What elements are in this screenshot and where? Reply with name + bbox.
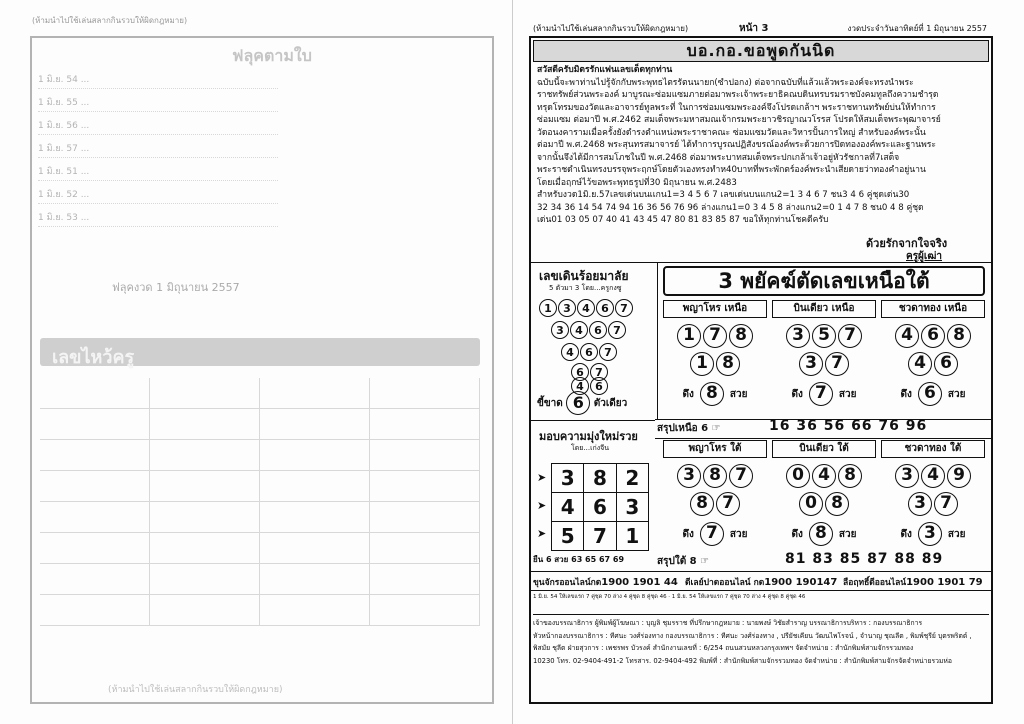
digit: 8 (690, 492, 714, 516)
intro-line: ฉบับนี้จะพาท่านไปรู้จักกับพระพุทธไตรรัตนนายก(ซำปอกง) ต่อจากฉบับที่แล้วแล้วพระองค์จะทรงนำพระ (537, 77, 914, 88)
grid-cell: 7 (584, 522, 616, 550)
new-hope-title: มอบความมุ่งใหม่รวย (539, 430, 638, 443)
digit: 1 (539, 299, 557, 317)
page-fold (512, 0, 513, 724)
hotline-label: ขุนจักรออนไลน์กด (533, 578, 602, 588)
imprint-line: เจ้าของบรรณาธิการ ผู้พิมพ์ผู้โฆษณา : บุญลิ ชุมรราช ที่ปรึกษากฎหมาย : นายพงษ์ วิชัยสำราญ บรรณาธิการบริหาร : กองบรรณาธิการ (533, 619, 923, 627)
digit-row (663, 324, 767, 352)
south-summary-values: 81 83 85 87 88 89 (785, 551, 944, 567)
digit: 7 (590, 363, 608, 381)
digit: 8 (825, 492, 849, 516)
hotline-note: 1 มิ.ย. 54 ให้เลขแรก 7 คู่ชุด 70 ล่าง 4 คู่ชุด 8 คู่ชุด 46 · 1 มิ.ย. 54 ให้เลขแรก 7 คู่ชุด 70 ล่าง 4 คู่ชุด 8 คู่ชุด 46 (533, 594, 806, 600)
digit: 9 (947, 464, 971, 488)
grid-cell: 3 (552, 464, 584, 492)
digit: 7 (729, 464, 753, 488)
hotline-1 (533, 575, 678, 589)
new-hope-footer: ยืน 6 สวย 63 65 67 69 (533, 555, 625, 564)
digit: 6 (571, 363, 589, 381)
digit-row (772, 464, 876, 492)
digit: 4 (577, 299, 595, 317)
new-hope-box (531, 420, 655, 567)
left-row: 1 มิ.ย. 51 ... (38, 164, 278, 181)
left-frame (30, 36, 494, 704)
north-summary-values: 16 36 56 66 76 96 (769, 418, 928, 434)
left-row: 1 มิ.ย. 57 ... (38, 141, 278, 158)
pick-label: ดึง (682, 389, 694, 400)
left-heading: ฟลุคตามใบ (232, 46, 312, 65)
issue-date: งวดประจำวันอาทิตย์ที่ 1 มิถุนายน 2557 (847, 24, 987, 33)
hotline-3 (843, 575, 983, 589)
digit: 8 (729, 324, 753, 348)
digit: 4 (908, 352, 932, 376)
pick-label: ดึง (682, 529, 694, 540)
north-summary (655, 419, 991, 439)
tigers-title: 3 พยัคฆ์ตัดเลขเหนือใต้ (663, 266, 985, 296)
south-column-1 (663, 440, 767, 546)
left-footer-line: ฟลุคงวด 1 มิถุนายน 2557 (112, 281, 240, 294)
left-page (28, 12, 496, 702)
pick-digit: 7 (809, 382, 833, 406)
pick (772, 522, 876, 546)
column-head: ชวดาทอง เหนือ (881, 300, 985, 318)
arrow-icon: ➤ (537, 471, 547, 484)
digit: 4 (561, 343, 579, 361)
pick-digit: 8 (700, 382, 724, 406)
digit: 7 (838, 324, 862, 348)
digit-row (881, 464, 985, 492)
page-number: หน้า 3 (739, 23, 769, 34)
intro-line: ราชทรัพย์ส่วนพระองค์ มาบูรณะซ่อมแซมภายต่อมาพระเจ้าพระยาธิคณบดินทรบรมราชบังคมทูลถึงความชำรุด (537, 90, 939, 100)
digit: 3 (551, 321, 569, 339)
digit-row (663, 492, 767, 520)
south-summary-label: สรุปใต้ 8 ☞ (657, 556, 710, 567)
left-row: 1 มิ.ย. 55 ... (38, 95, 278, 112)
hotline-2 (685, 575, 837, 589)
hotline-number: 1900 1901 79 (906, 577, 983, 588)
digit-row (881, 352, 985, 380)
grid-row (552, 493, 648, 522)
signature: ครูผู้เฒ่า (906, 251, 942, 262)
hotline-label: ลือฤทธิ์ดีออนไลน์ (843, 578, 907, 588)
digit: 6 (580, 343, 598, 361)
south-column-2 (772, 440, 876, 546)
pick-label: ดึง (900, 389, 912, 400)
digit-row (772, 492, 876, 520)
intro-line: 32 34 36 14 54 74 94 16 36 56 76 96 ล่างแกน1=0 3 4 5 8 ล่างแกน2=0 1 4 7 8 ชน0 4 8 คู่ชุด (537, 202, 924, 213)
column-head: ชวดาทอง ใต้ (881, 440, 985, 458)
digit: 3 (786, 324, 810, 348)
imprint-line: พิสมัย ชุลีต ฝ่ายสุวการ : เพชรพร บัวรงค์ สำนักงานเลขที่ : 6/254 ถนนสวนหลวงกรุงเทพฯ จัดจำหน่าย : สำนักพิมพ์สามจักรรวมทอง (533, 644, 914, 652)
digit: 8 (838, 464, 862, 488)
left-rows (38, 72, 278, 233)
digit: 5 (812, 324, 836, 348)
left-notice: (ห้ามนำไปใช้เล่นสลากกินรวบให้ผิดกฎหมาย) (32, 16, 188, 25)
digit: 6 (589, 321, 607, 339)
garland-box (531, 263, 658, 419)
grid-cell: 4 (552, 493, 584, 521)
intro-line: วัดอนงคารามเมื่อครั้งยังดำรงตำแหน่งพระราชาคณะ ซ่อมแซมวัดและวิหารปั้นการใหญ่ สำหรับองค์พระนั้น (537, 127, 926, 138)
left-row: 1 มิ.ย. 52 ... (38, 187, 278, 204)
intro-line: ซ่อมแซม ต่อมาปี พ.ศ.2462 สมเด็จพระมหาสมณเจ้ากรมพระยาวชิรญาณวโรรส โปรดให้สมเด็จพระพุฒาจารย์ (537, 115, 941, 125)
garland-result (537, 391, 627, 415)
digit: 6 (596, 299, 614, 317)
north-summary-label: สรุปเหนือ 6 ☞ (657, 423, 721, 434)
grid-cell: 2 (625, 466, 640, 490)
pick-suffix: สวย (947, 529, 966, 540)
pick-suffix: สวย (947, 389, 966, 400)
intro-greeting: สวัสดีครับมิตรรักแฟนเลขเด็ดทุกท่าน (537, 65, 673, 75)
garland-result-suffix: ตัวเดียว (593, 398, 628, 409)
digit: 7 (716, 492, 740, 516)
intro-line: สำหรับงวด1มิ.ย.57เลขเด่นบนเเกน1=3 4 5 6 7 เลขเด่นบนแกน2=1 3 4 6 7 ชน3 4 6 คู่ชุดเด่น30 (537, 190, 910, 200)
digit: 3 (799, 352, 823, 376)
intro-line: เด่น01 03 05 07 40 41 43 45 47 80 81 83 85 87 ขอให้ทุกท่านโชคดีครับ (537, 215, 829, 225)
left-row: 1 มิ.ย. 53 ... (38, 210, 278, 227)
imprint (533, 614, 989, 667)
digit: 7 (825, 352, 849, 376)
pick-label: ดึง (791, 529, 803, 540)
digit: 3 (908, 492, 932, 516)
digit-row (663, 352, 767, 380)
digit: 4 (895, 324, 919, 348)
pick (881, 382, 985, 406)
digit: 6 (934, 352, 958, 376)
column-head: พญาโหร ใต้ (663, 440, 767, 458)
grid-cell: 5 (552, 522, 584, 550)
new-hope-author: โดย...เก่งจีน (571, 444, 610, 452)
digit: 8 (716, 352, 740, 376)
left-bottom-notice: (ห้ามนำไปใช้เล่นสลากกินรวบให้ผิดกฎหมาย) (108, 685, 283, 695)
imprint-line: 10230 โทร. 02-9404-491-2 โทรสาร. 02-9404-492 พิมพ์ที่ : สำนักพิมพ์สามจักรรวมทอง จัดจำหน่าย : สำนักพิมพ์สามจักรจัดจำหน่ายรวมห่อ (533, 656, 952, 665)
digit: 7 (703, 324, 727, 348)
pick-suffix: สวย (729, 389, 748, 400)
left-row: 1 มิ.ย. 56 ... (38, 118, 278, 135)
garland-result-digit: 6 (566, 391, 590, 415)
column-head: พญาโหร เหนือ (663, 300, 767, 318)
grid-cell: 1 (625, 524, 640, 548)
page-title: บอ.กอ.ขอพูดกันนิด (533, 40, 989, 62)
pick-suffix: สวย (729, 529, 748, 540)
hotline-label: ดีเลย์ปาดออนไลน์ กด (685, 578, 765, 588)
north-column-1 (663, 300, 767, 406)
pick-digit: 3 (918, 522, 942, 546)
digit: 4 (570, 321, 588, 339)
hotline-bar (531, 571, 991, 591)
digit: 6 (921, 324, 945, 348)
header-notice: (ห้ามนำไปใช้เล่นสลากกินรวบให้ผิดกฎหมาย) (533, 24, 689, 33)
grid-row (552, 464, 648, 493)
digit: 7 (599, 343, 617, 361)
digit: 1 (690, 352, 714, 376)
grid-cell: 6 (584, 493, 616, 521)
intro-line: ต่อมาปี พ.ศ.2468 พระสุนทรสมาจารย์ ได้ทำการบูรณปฏิสังขรณ์องค์พระด้วยการปิดทององค์พระและฐานพระ (537, 140, 937, 150)
pick (881, 522, 985, 546)
page-header (527, 22, 993, 36)
garland-row-1 (539, 297, 634, 317)
grid-cell: 8 (584, 464, 616, 492)
digit: 3 (677, 464, 701, 488)
hotline-number: 1900 1901 44 (601, 577, 678, 588)
sign-off: ด้วยรักจากใจจริง (866, 237, 948, 250)
digit-row (772, 352, 876, 380)
pick (663, 382, 767, 406)
pick-digit: 6 (918, 382, 942, 406)
left-row: 1 มิ.ย. 54 ... (38, 72, 278, 89)
digit: 8 (703, 464, 727, 488)
digit-row (881, 492, 985, 520)
intro-line: ทรุดโทรมของวัดและอาจารย์ทูลพระที่ ในการซ่อมแซมพระองค์จึงโปรดเกล้าฯ พระราชทานทรัพย์บ่นให้ทำการ (537, 102, 936, 113)
intro-text (537, 64, 985, 227)
arrow-icon: ➤ (537, 527, 547, 540)
left-table (40, 378, 480, 658)
left-banner-text: เลขไหว้ครู (52, 347, 135, 368)
pick-suffix: สวย (838, 529, 857, 540)
north-column-3 (881, 300, 985, 406)
digit: 3 (895, 464, 919, 488)
garland-row-2 (551, 319, 627, 339)
digit: 7 (934, 492, 958, 516)
south-summary (655, 553, 991, 571)
digit: 0 (786, 464, 810, 488)
intro-line: พระราชดำเนินทรงบรรจุพระฤกษ์โดยตัวเองทรงทำห40บาทที่พระพักตร์องค์พระนำเสียดายว่าทองคำอยู่นาน (537, 165, 926, 175)
pick-digit: 7 (700, 522, 724, 546)
digit: 3 (558, 299, 576, 317)
digit: 7 (608, 321, 626, 339)
pick (663, 522, 767, 546)
digit: 7 (615, 299, 633, 317)
garland-result-label: ขี้ขาด (537, 398, 563, 409)
column-head: บินเดียว ใต้ (772, 440, 876, 458)
grid-row (552, 522, 648, 550)
pick (772, 382, 876, 406)
digit: 6 (590, 377, 608, 395)
pick-suffix: สวย (838, 389, 857, 400)
pick-label: ดึง (900, 529, 912, 540)
digit-grid (551, 463, 649, 551)
garland-subtitle: 5 ตัวมา 3 โดย...ครูกงซู (549, 284, 622, 292)
digit-row (772, 324, 876, 352)
grid-cell: 3 (625, 495, 640, 519)
digit-row (663, 464, 767, 492)
north-column-2 (772, 300, 876, 406)
digit: 8 (947, 324, 971, 348)
pick-digit: 8 (809, 522, 833, 546)
hotline-number: 1900 190147 (764, 577, 838, 588)
pick-label: ดึง (791, 389, 803, 400)
garland-title: เลขเดินร้อยมาลัย (539, 269, 629, 283)
intro-line: จากนั้นจึงได้มีการสมโภชในปี พ.ศ.2468 ต่อมาพระบาทสมเด็จพระปกเกล้าเจ้าอยู่หัวรัชกาลที่7เสด็จ (537, 152, 900, 163)
imprint-line: หัวหน้ากองบรรณาธิการ : ทีศนะ วงศ์ร่องทาง กองบรรณาธิการ : ทีศนะ วงศ์ร่องทาง , ปรียัชเคียน วัฒนไพโรจน์ , จำนาญ ชุณลีต , พิมพ์ชุรีย์ บุตรพริตต์ , (533, 631, 972, 640)
garland-row-3 (561, 341, 618, 361)
digit: 4 (812, 464, 836, 488)
column-head: บินเดียว เหนือ (772, 300, 876, 318)
digit: 1 (677, 324, 701, 348)
arrow-icon: ➤ (537, 499, 547, 512)
digit: 4 (921, 464, 945, 488)
digit-row (881, 324, 985, 352)
digit: 4 (571, 377, 589, 395)
intro-line: โดยเมื่อฤกษ์ไว้ขอพระพุทธรูปที่30 มิถุนายน พ.ศ.2483 (537, 177, 737, 188)
digit: 0 (799, 492, 823, 516)
south-column-3 (881, 440, 985, 546)
